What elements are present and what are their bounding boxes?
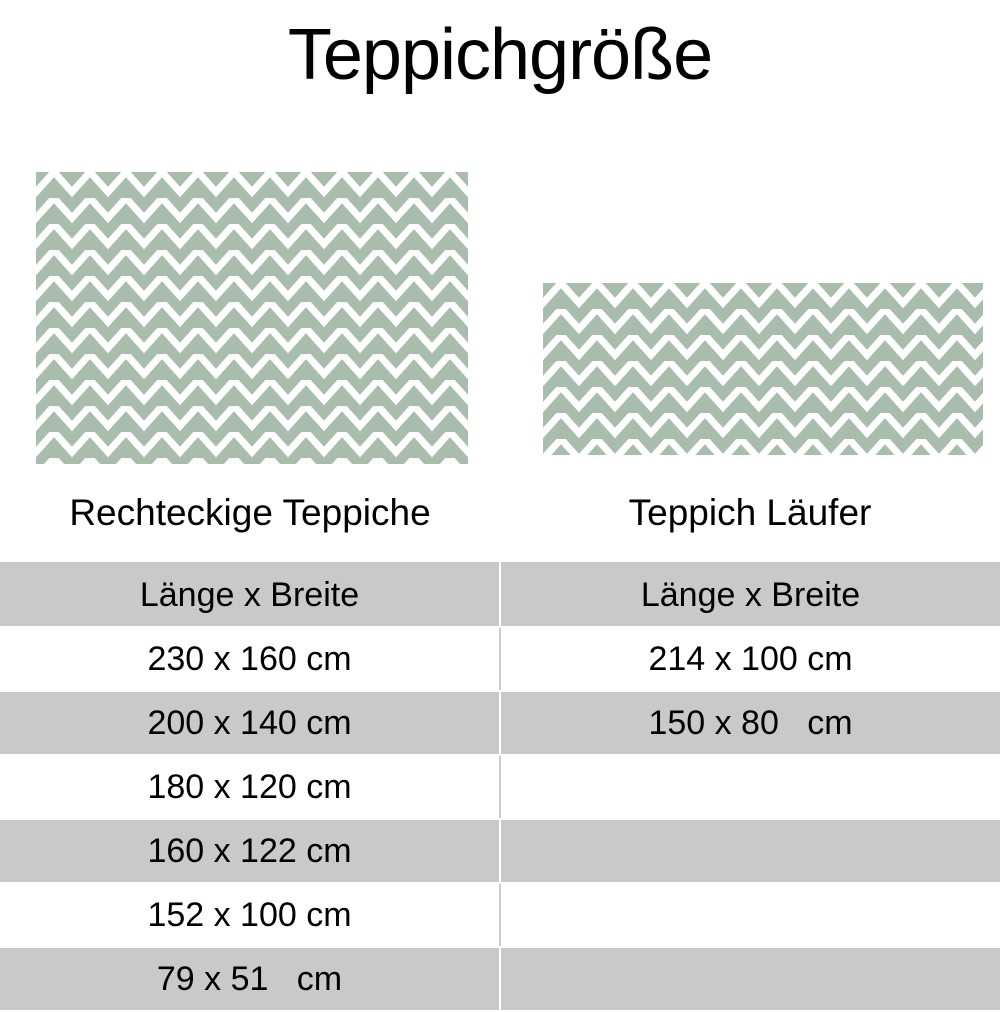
table-row	[0, 755, 1000, 819]
table-row	[0, 627, 1000, 691]
table-cell-rect-size: 180 x 120 cm	[0, 755, 500, 819]
chevron-pattern-icon	[543, 283, 983, 455]
rectangular-rug-swatch	[36, 172, 468, 464]
table-cell-rect-size: 152 x 100 cm	[0, 883, 500, 947]
page-title: Teppichgröße	[287, 15, 713, 95]
rectangular-rug-caption: Rechteckige Teppiche	[69, 492, 431, 533]
table-row	[0, 883, 1000, 947]
table-cell-runner-size	[500, 755, 1000, 819]
table-header-rect: Länge x Breite	[0, 563, 500, 627]
runner-rug-swatch	[543, 283, 983, 455]
table-row	[0, 819, 1000, 883]
runner-rug-caption: Teppich Läufer	[628, 492, 872, 533]
table-row	[0, 947, 1000, 1011]
table-cell-runner-size	[500, 947, 1000, 1011]
table-row	[0, 691, 1000, 755]
table-cell-rect-size: 160 x 122 cm	[0, 819, 500, 883]
table-cell-runner-size: 214 x 100 cm	[500, 627, 1000, 691]
table-cell-runner-size: 150 x 80 cm	[500, 691, 1000, 755]
table-cell-rect-size: 230 x 160 cm	[0, 627, 500, 691]
table-header-row	[0, 563, 1000, 627]
table-cell-rect-size: 200 x 140 cm	[0, 691, 500, 755]
size-table	[0, 562, 1000, 1012]
table-header-runner: Länge x Breite	[500, 563, 1000, 627]
table-cell-rect-size: 79 x 51 cm	[0, 947, 500, 1011]
table-cell-runner-size	[500, 819, 1000, 883]
table-cell-runner-size	[500, 883, 1000, 947]
chevron-pattern-icon	[36, 172, 468, 464]
